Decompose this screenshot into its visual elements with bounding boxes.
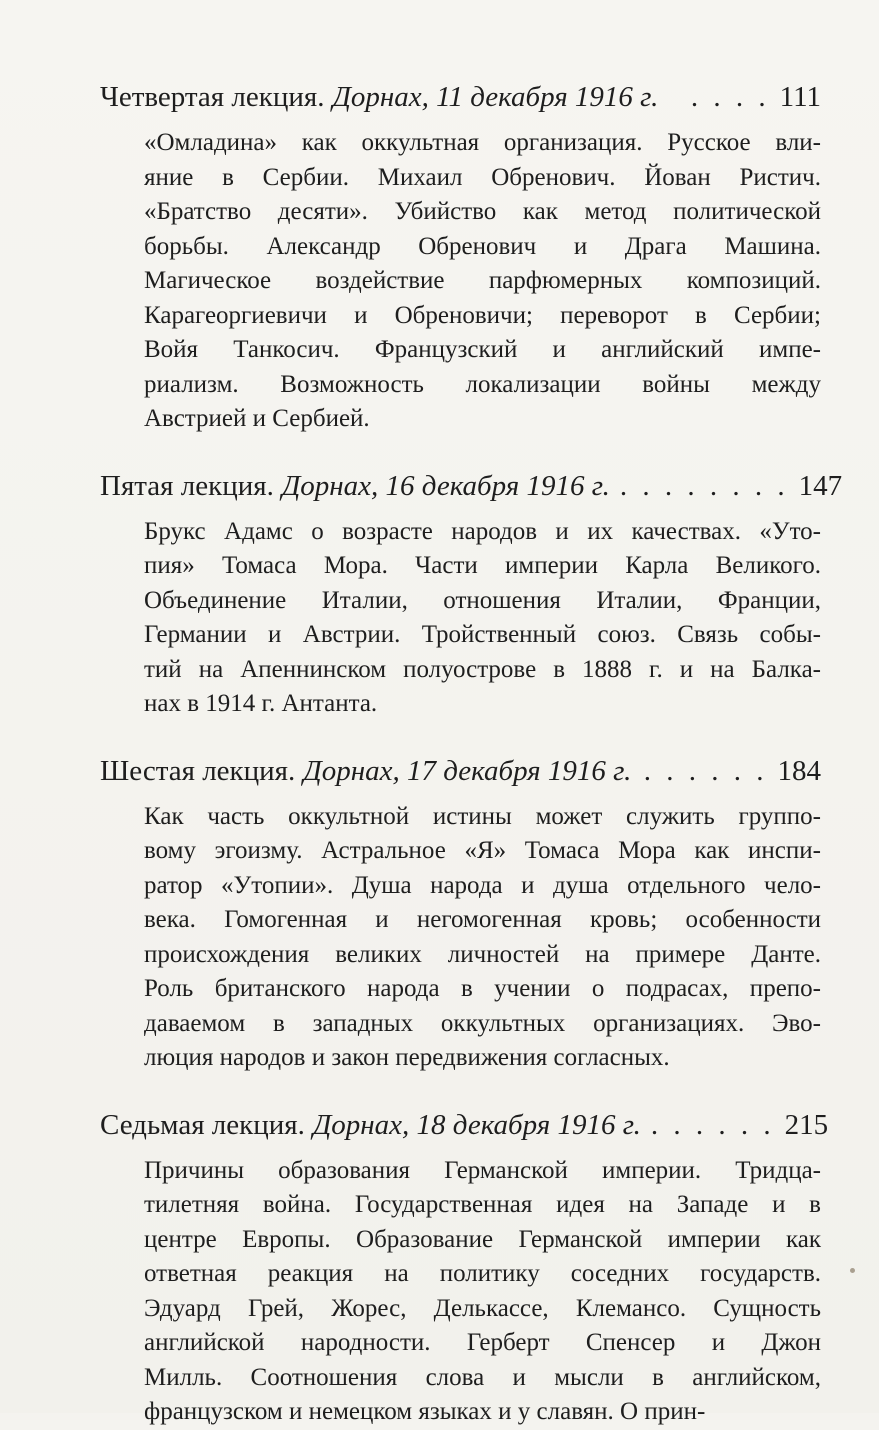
page-number: 147	[798, 469, 843, 502]
leader-dots: . . . .	[690, 81, 770, 113]
paper-speck	[850, 1268, 855, 1273]
summary-line: пия» Томаса Мора. Части империи Карла Великого.	[144, 552, 821, 579]
summary-line: вому эгоизму. Астральное «Я» Томаса Мора как инспи-	[144, 837, 821, 864]
summary-line: Роль британского народа в учении о подрасах, препо-	[144, 975, 821, 1002]
summary-line: Брукс Адамс о возрасте народов и их качествах. «Уто-	[144, 517, 821, 545]
lecture-place-date: Дорнах, 16 декабря 1916 г.	[281, 469, 610, 502]
toc-heading	[100, 752, 821, 790]
summary-line: борьбы. Александр Обренович и Драга Машина.	[144, 232, 821, 260]
summary-line: даваемом в западных оккультных организациях. Эво-	[144, 1009, 821, 1037]
summary-line: Объединение Италии, отношения Италии, Франции,	[144, 586, 821, 614]
page-number: 111	[779, 81, 821, 113]
summary-line: века. Гомогенная и негомогенная кровь; особенности	[144, 906, 821, 933]
summary-line: Австрией и Сербией.	[144, 405, 370, 432]
lecture-place-date: Дорнах, 17 декабря 1916 г.	[303, 754, 632, 787]
lecture-summary	[144, 800, 821, 1076]
summary-line: Германии и Австрии. Тройственный союз. Связь собы-	[144, 621, 821, 648]
summary-line: происхождения великих личностей на примере Данте.	[144, 940, 821, 968]
summary-line: нах в 1914 г. Антанта.	[144, 690, 378, 717]
lecture-place-date: Дорнах, 18 декабря 1916 г.	[312, 1108, 641, 1141]
summary-line: «Омладина» как оккультная организация. Русское вли-	[144, 129, 821, 156]
leader-dots: . . . . . .	[643, 754, 768, 787]
summary-line: французском и немецком языках и у славян. О прин-	[144, 1398, 706, 1425]
summary-line: ответная реакция на политику соседних государств.	[144, 1260, 821, 1287]
summary-line: тилетняя война. Государственная идея на Западе и в	[144, 1191, 821, 1218]
toc-heading	[100, 467, 843, 505]
lecture-summary	[144, 515, 821, 722]
summary-line: «Братство десяти». Убийство как метод политической	[144, 198, 821, 225]
summary-line: тий на Апеннинском полуострове в 1888 г. и на Балка-	[144, 655, 821, 683]
toc-entry-lecture-5	[100, 467, 843, 722]
toc-heading	[100, 78, 821, 116]
summary-line: центре Европы. Образование Германской империи как	[144, 1225, 821, 1253]
lecture-summary	[144, 126, 821, 437]
summary-line: английской народности. Герберт Спенсер и Джон	[144, 1329, 821, 1356]
page-number: 184	[777, 754, 821, 787]
toc-entry-lecture-4	[100, 78, 821, 437]
summary-line: Карагеоргиевичи и Обреновичи; переворот в Сербии;	[144, 301, 821, 329]
summary-line: люция народов и закон передвижения согласных.	[144, 1044, 670, 1071]
page-number: 215	[784, 1108, 829, 1141]
toc-entry-lecture-7	[100, 1106, 829, 1430]
summary-line: ратор «Утопии». Душа народа и душа отдельного чело-	[144, 871, 821, 899]
summary-line: Магическое воздействие парфюмерных композиций.	[144, 267, 821, 294]
lecture-summary	[144, 1154, 821, 1430]
lecture-title: Пятая лекция.	[100, 469, 274, 502]
lecture-title: Седьмая лекция.	[100, 1108, 305, 1141]
lecture-title: Четвертая лекция.	[100, 81, 325, 113]
summary-line: Эдуард Грей, Жорес, Делькассе, Клемансо. Сущность	[144, 1294, 821, 1322]
leader-dots: . . . . . .	[650, 1108, 775, 1141]
summary-line: Милль. Соотношения слова и мысли в английском,	[144, 1363, 821, 1391]
lecture-place-date: Дорнах, 11 декабря 1916 г.	[332, 81, 659, 113]
summary-line: Как часть оккультной истины может служить группо-	[144, 802, 821, 830]
leader-dots: . . . . . . . .	[619, 469, 789, 502]
lecture-title: Шестая лекция.	[100, 754, 296, 787]
toc-entry-lecture-6	[100, 752, 821, 1076]
toc-heading	[100, 1106, 829, 1144]
summary-line: яние в Сербии. Михаил Обренович. Йован Ристич.	[144, 163, 821, 191]
summary-line: Войя Танкосич. Французский и английский импе-	[144, 336, 821, 363]
summary-line: риализм. Возможность локализации войны между	[144, 370, 821, 398]
summary-line: Причины образования Германской империи. Тридца-	[144, 1156, 821, 1184]
